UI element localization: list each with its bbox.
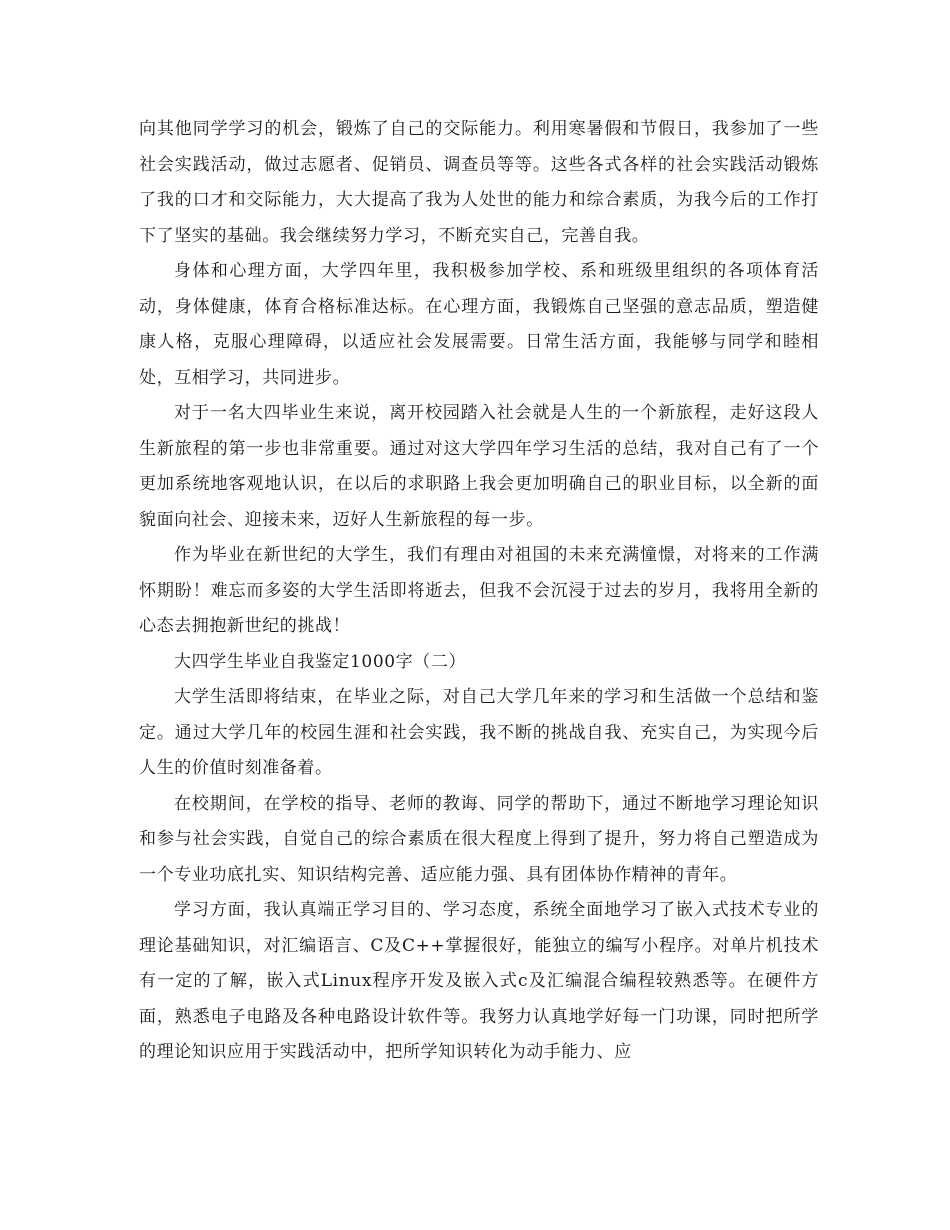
paragraph-new-century: 作为毕业在新世纪的大学生，我们有理由对祖国的未来充满憧憬，对将来的工作满怀期盼！难忘而多姿的大学生活即将逝去，但我不会沉浸于过去的岁月，我将用全新的心态去拥抱新世纪的挑战！ (139, 545, 819, 636)
paragraph-study: 学习方面，我认真端正学习目的、学习态度，系统全面地学习了嵌入式技术专业的理论基础知识，对汇编语言、C及C++掌握很好，能独立的编写小程序。对单片机技术有一定的了解，嵌入式Linux程序开发及嵌入式c及汇编混合编程较熟悉等。在硬件方面，熟悉电子电路及各种电路设计软件等。我努力认真地学好每一门功课，同时把所学的理论知识应用于实践活动中，把所学知识转化为动手能力、应 (139, 900, 819, 1062)
paragraph-graduation-journey: 对于一名大四毕业生来说，离开校园踏入社会就是人生的一个新旅程，走好这段人生新旅程的第一步也非常重要。通过对这大学四年学习生活的总结，我对自己有了一个更加系统地客观地认识，在以后的求职路上我会更加明确自己的职业目标，以全新的面貌面向社会、迎接未来，迈好人生新旅程的每一步。 (139, 403, 819, 530)
paragraph-school-period: 在校期间，在学校的指导、老师的教诲、同学的帮助下，通过不断地学习理论知识和参与社会实践，自觉自己的综合素质在很大程度上得到了提升，努力将自己塑造成为一个专业功底扎实、知识结构完善、适应能力强、具有团体协作精神的青年。 (139, 793, 819, 885)
paragraph-summary-intro: 大学生活即将结束，在毕业之际，对自己大学几年来的学习和生活做一个总结和鉴定。通过大学几年的校园生涯和社会实践，我不断的挑战自我、充实自己，为实现今后人生的价值时刻准备着。 (139, 687, 819, 778)
document-body (139, 112, 819, 1071)
section-heading: 大四学生毕业自我鉴定1000字（二） (174, 651, 467, 672)
paragraph-continued: 向其他同学学习的机会，锻炼了自己的交际能力。利用寒暑假和节假日，我参加了一些社会实践活动，做过志愿者、促销员、调查员等等。这些各式各样的社会实践活动锻炼了我的口才和交际能力，大大提高了我为人处世的能力和综合素质，为我今后的工作打下了坚实的基础。我会继续努力学习，不断充实自己，完善自我。 (139, 119, 819, 246)
paragraph-body-mind: 身体和心理方面，大学四年里，我积极参加学校、系和班级里组织的各项体育活动，身体健康，体育合格标准达标。在心理方面，我锻炼自己坚强的意志品质，塑造健康人格，克服心理障碍，以适应社会发展需要。日常生活方面，我能够与同学和睦相处，互相学习，共同进步。 (139, 261, 819, 388)
